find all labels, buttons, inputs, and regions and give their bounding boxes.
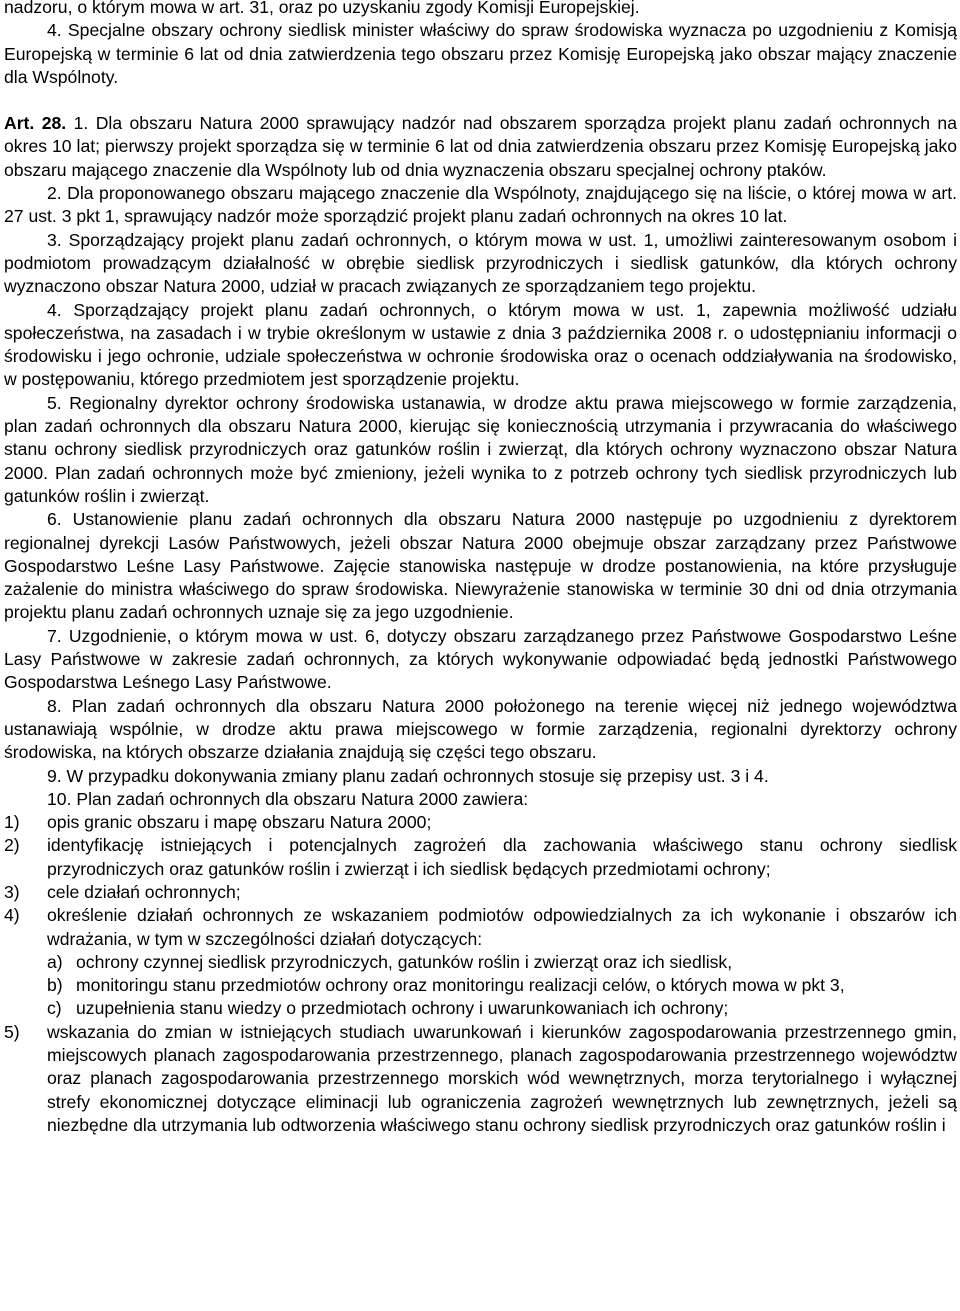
article-28-paragraph-1 <box>4 112 957 182</box>
item-number: 1) <box>4 812 20 833</box>
item-text: określenie działań ochronnych ze wskazaniem podmiotów odpowiedzialnych za ich wykonanie i obszarów ich wdrażania, w tym w szczególności działań dotyczących: <box>47 905 957 949</box>
plan-contents-list <box>4 811 957 1137</box>
sub-item-text: uzupełnienia stanu wiedzy o przedmiotach ochrony i uwarunkowaniach ich ochrony; <box>76 998 729 1019</box>
sub-item-letter: c) <box>47 998 62 1019</box>
sub-item-letter: b) <box>47 975 63 996</box>
item-number: 2) <box>4 835 20 856</box>
sub-item-text: monitoringu stanu przedmiotów ochrony oraz monitoringu realizacji celów, o których mowa w pkt 3, <box>76 975 845 996</box>
item-text: cele działań ochronnych; <box>47 881 241 902</box>
intro-continuation: nadzoru, o którym mowa w art. 31, oraz po uzyskaniu zgody Komisji Europejskiej. <box>4 0 640 17</box>
item-text: identyfikację istniejących i potencjalnych zagrożeń dla zachowania właściwego stanu ochrony siedlisk przyrodniczych oraz gatunków roślin i zwierząt i ich siedlisk będących przedmiotami ochrony; <box>47 835 957 879</box>
item-text: wskazania do zmian w istniejących studiach uwarunkowań i kierunków zagospodarowania przestrzennego gmin, miejscowych planach zagospodarowania przestrzennego, planach zagospodarowania przestrzennego województw oraz planach zagospodarowania przestrzennego morskich wód wewnętrznych, morza terytorialnego i wyłącznej strefy ekonomicznej dotyczące eliminacji lub ograniczenia zagrożeń wewnętrznych lub zewnętrznych, jeżeli są niezbędne dla utrzymania lub odtworzenia właściwego stanu ochrony siedlisk przyrodniczych oraz gatunków roślin i <box>47 1021 957 1135</box>
article-paragraph-6: 6. Ustanowienie planu zadań ochronnych dla obszaru Natura 2000 następuje po uzgodnieniu z dyrektorem regionalnej dyrekcji Lasów Państwowych, jeżeli obszar Natura 2000 obejmuje obszar zarządzany przez Państwowe Gospodarstwo Leśne Lasy Państwowe. Zajęcie stanowiska następuje w drodze postanowienia, na które przysługuje zażalenie do ministra właściwego do spraw środowiska. Niewyrażenie stanowiska w terminie 30 dni od dnia otrzymania projektu planu zadań ochronnych uznaje się za jego uzgodnienie. <box>4 509 957 623</box>
list-item <box>4 881 957 904</box>
article-paragraph-7: 7. Uzgodnienie, o którym mowa w ust. 6, dotyczy obszaru zarządzanego przez Państwowe Gospodarstwo Leśne Lasy Państwowe w zakresie zadań ochronnych, za których wykonywanie odpowiadać będą jednostki Państwowego Gospodarstwa Leśnego Lasy Państwowe. <box>4 625 957 693</box>
article-paragraph-8: 8. Plan zadań ochronnych dla obszaru Natura 2000 położonego na terenie więcej niż jednego województwa ustanawiają wspólnie, w drodze aktu prawa miejscowego w formie zarządzenia, regionalni dyrektorzy ochrony środowiska, na których obszarze działania znajdują się części tego obszaru. <box>4 695 957 763</box>
intro-paragraph-4: 4. Specjalne obszary ochrony siedlisk minister właściwy do spraw środowiska wyznacza po uzgodnieniu z Komisją Europejską w terminie 6 lat od dnia zatwierdzenia tego obszaru przez Komisję Europejską jako obszar mający znaczenie dla Wspólnoty. <box>4 20 957 87</box>
article-paragraph-9: 9. W przypadku dokonywania zmiany planu zadań ochronnych stosuje się przepisy ust. 3 i 4. <box>47 765 769 786</box>
sub-list-item <box>4 997 957 1020</box>
item-number: 4) <box>4 905 20 926</box>
sub-item-text: ochrony czynnej siedlisk przyrodniczych, gatunków roślin i zwierząt oraz ich siedlisk, <box>76 951 733 972</box>
article-paragraph-5: 5. Regionalny dyrektor ochrony środowiska ustanawia, w drodze aktu prawa miejscowego w formie zarządzenia, plan zadań ochronnych dla obszaru Natura 2000, kierując się koniecznością utrzymania i przywracania do właściwego stanu ochrony siedlisk przyrodniczych oraz gatunków roślin i zwierząt, dla których ochrony wyznaczono obszar Natura 2000. Plan zadań ochronnych może być zmieniony, jeżeli wynika to z potrzeb ochrony tych siedlisk przyrodniczych lub gatunków roślin i zwierząt. <box>4 392 957 506</box>
article-heading: Art. 28. <box>4 113 67 134</box>
spacer <box>4 89 957 112</box>
article-paragraph-2: 2. Dla proponowanego obszaru mającego znaczenie dla Wspólnoty, znajdującego się na liście, o której mowa w art. 27 ust. 3 pkt 1, sprawujący nadzór może sporządzić projekt planu zadań ochronnych na okres 10 lat. <box>4 183 957 227</box>
item-number: 5) <box>4 1021 20 1042</box>
list-item <box>4 834 957 881</box>
list-item <box>4 811 957 834</box>
sub-item-letter: a) <box>47 951 63 972</box>
article-paragraph-3: 3. Sporządzający projekt planu zadań ochronnych, o którym mowa w ust. 1, umożliwi zainteresowanym osobom i podmiotom prowadzącym działalność w obrębie siedlisk przyrodniczych i siedlisk gatunków, dla których ochrony wyznaczono obszar Natura 2000, udział w pracach związanych ze sporządzaniem tego projektu. <box>4 229 957 297</box>
item-text: opis granic obszaru i mapę obszaru Natura 2000; <box>47 812 432 833</box>
list-item <box>4 1021 957 1137</box>
article-paragraph-4: 4. Sporządzający projekt planu zadań ochronnych, o którym mowa w ust. 1, zapewnia możliwość udziału społeczeństwa, na zasadach i w trybie określonym w ustawie z dnia 3 października 2008 r. o udostępnianiu informacji o środowisku i jego ochronie, udziale społeczeństwa w ochronie środowiska oraz o ocenach oddziaływania na środowisko, w postępowaniu, którego przedmiotem jest sporządzenie projektu. <box>4 299 957 390</box>
article-paragraph-10: 10. Plan zadań ochronnych dla obszaru Natura 2000 zawiera: <box>47 788 529 809</box>
item-number: 3) <box>4 881 20 902</box>
sub-list-item <box>4 974 957 997</box>
list-item <box>4 904 957 951</box>
document-page <box>4 0 957 1137</box>
paragraph-1-text: 1. Dla obszaru Natura 2000 sprawujący nadzór nad obszarem sporządza projekt planu zadań ochronnych na okres 10 lat; pierwszy projekt sporządza się w terminie 6 lat od dnia zatwierdzenia obszaru przez Komisję Europejską jako obszaru mającego znaczenie dla Wspólnoty lub od dnia wyznaczenia obszaru specjalnej ochrony ptaków. <box>4 113 957 180</box>
sub-list-item <box>4 951 957 974</box>
